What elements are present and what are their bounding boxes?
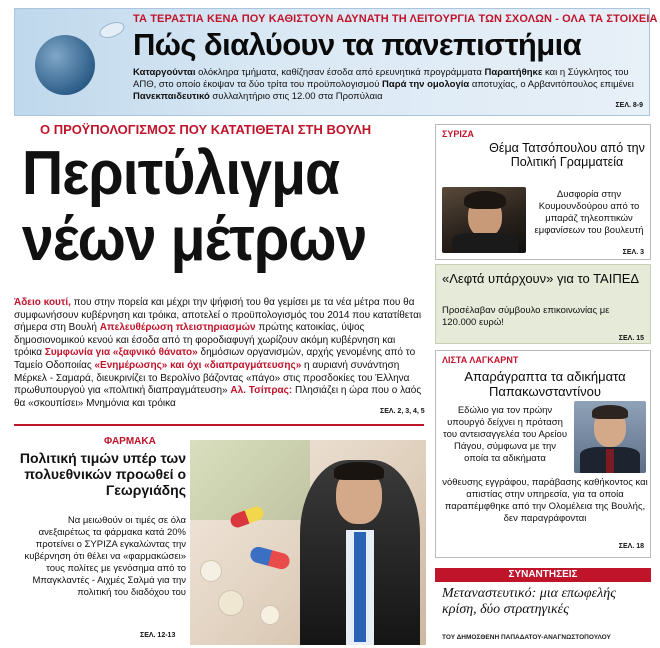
banner-bold-3: Παρά την ομολογία [382,79,470,90]
lead-text-5: Πλησιάζει η ώρα που ο λαός θα «σκουπίσει» Μνημόνια και τρόικα [14,385,422,409]
universities-banner[interactable] [14,8,658,116]
lead-highlight-1: Άδειο κουτί, [14,297,71,308]
banner-bold-2: Παραιτήθηκε [484,67,543,78]
banner-kicker: ΤΑ ΤΕΡΑΣΤΙΑ ΚΕΝΑ ΠΟΥ ΚΑΘΙΣΤΟΥΝ ΑΔΥΝΑΤΗ ΤΗ ΛΕΙΤΟΥΡΓΙΑ ΤΩΝ ΣΧΟΛΩΝ - ΟΛΑ ΤΑ ΣΤΟΙΧΕΙΑ [133,13,658,25]
lead-kicker: Ο ΠΡΟΫΠΟΛΟΓΙΣΜΟΣ ΠΟΥ ΚΑΤΑΤΙΘΕΤΑΙ ΣΤΗ ΒΟΥΛΗ [40,122,372,137]
lead-text-3: δημόσιων οργανισμών, αρχής γενομένης από το Ταμείο Οδοποιίας [14,347,416,371]
tie-shape [606,449,614,473]
hair-shape-2 [592,405,628,419]
box3-headline[interactable]: Απαράγραπτα τα αδικήματα Παπακωνσταντίνου [464,369,626,399]
hair-shape [464,191,506,209]
box2-text: Προσέλαβαν σύμβουλο επικοινωνίας με 120.000 ευρώ! [442,305,610,328]
taiped-story[interactable] [435,264,651,344]
lead-highlight-5: Αλ. Τσίπρας: [230,385,293,397]
lead-text-1: που στην πορεία και μέχρι την ψήφισή του θα γεμίσει με τα νέα μέτρα που θα συμφωνήσουν κυβέρνηση και τρόικα, αποτελεί ο προϋπολογισμός του 2014 που κατατίθεται σήμερα στη Βουλή [14,297,422,334]
pharma-headline[interactable]: Πολιτική τιμών υπέρ των πολυεθνικών προωθεί ο Γεωργιάδης [19,450,186,498]
opinion-author: ΤΟΥ ΔΗΜΟΣΘΕΝΗ ΠΑΠΑΔΑΤΟΥ-ΑΝΑΓΝΩΣΤΟΠΟΥΛΟΥ [442,634,611,641]
person-body [300,460,420,645]
hair-shape-3 [334,462,384,480]
box3-page-ref: ΣΕΛ. 18 [618,543,644,550]
cap-illustration [97,19,126,41]
box2-headline[interactable]: «Λεφτά υπάρχουν» για το ΤΑΙΠΕΔ [442,271,640,286]
pharma-text: Να μειωθούν οι τιμές σε όλα ανεξαιρέτως τα φάρμακα κατά 20% προτείνει ο ΣΥΡΙΖΑ εγκαλώντας την κυβέρνηση ότι θέλει να «φαρμακώσει» τους πολίτες με γενόσημα από το Μπαγκλαντές - Αιχμές Σαλμά για την πολιτική του διαδόχου του [24,515,186,598]
lead-headline-line2[interactable]: νέων μέτρων [22,205,367,274]
section-divider [14,424,424,426]
banner-text-3: αποτυχίας, ο Αρβανιτόπουλος επιμένει [469,79,634,90]
box1-page-ref: ΣΕΛ. 3 [622,249,644,256]
lead-page-ref: ΣΕΛ. 2, 3, 4, 5 [380,408,425,415]
opinion-section-label: ΣΥΝΑΝΤΗΣΕΙΣ [508,569,578,580]
globe-illustration [35,35,95,95]
banner-page-ref: ΣΕΛ. 8-9 [615,102,643,109]
lead-highlight-4: «Ενημέρωσης» και όχι «διαπραγμάτευσης» [94,359,302,371]
lead-highlight-3: Συμφωνία για «ξαφνικό θάνατο» [44,347,198,359]
box1-kicker: ΣΥΡΙΖΑ [442,129,474,139]
tie-shape-3 [354,532,366,642]
tatsopoulos-story[interactable] [435,124,651,260]
lead-body [14,297,424,410]
opinion-headline[interactable]: Μεταναστευτικό: μια επωφελής κρίση, δύο στρατηγικές [442,586,616,617]
papakonstantinou-photo [574,401,646,473]
banner-text-1: ολόκληρα τμήματα, καθίζησαν έσοδα από ερευνητικά προγράμματα [195,67,485,78]
lead-highlight-2: Απελευθέρωση πλειστηριασμών [99,322,256,334]
pill-2 [218,590,244,616]
capsule-2 [249,545,292,571]
lagarde-list-story[interactable] [435,350,651,558]
pharma-kicker: ΦΑΡΜΑΚΑ [104,436,156,447]
banner-headline[interactable]: Πώς διαλύουν τα πανεπιστήμια [133,27,582,62]
lead-text-2: πρώτης κατοικίας, ύψος δημοσιονομικού κενού και έσοδα από τη φοροδιαφυγή χωρίζουν ακόμη κυβέρνηση και τρόικα [14,322,396,359]
box2-page-ref: ΣΕΛ. 15 [618,335,644,342]
banner-summary [133,67,643,103]
banner-text-2: και η Σύγκλητος του ΑΠΘ, στο οποίο έκοψαν τα δύο τρίτα του προϋπολογισμού [133,67,629,90]
box3-text-wide: νόθευσης εγγράφου, παράβασης καθήκοντος και απιστίας στην υπηρεσία, για τα οποία παραπέμφθηκε από την Ολομέλεια της Βουλής, δεν παραγράφονται [442,477,648,524]
box3-kicker: ΛΙΣΤΑ ΛΑΓΚΑΡΝΤ [442,355,519,365]
pills-and-georgiadis-photo [190,440,426,645]
banner-bold-4: Πανεκπαιδευτικό [133,91,210,102]
banner-text-4: συλλαλητήριο στις 12.00 στα Προπύλαια [209,91,383,102]
box3-text-narrow: Εδώλιο για τον πρώην υπουργό δείχνει η πρόταση του αντεισαγγελέα του Αρείου Πάγου, σύμφωνα με την οποία τα αδικήματα [442,405,568,464]
lead-headline-line1[interactable]: Περιτύλιγμα [22,139,340,208]
pill-3 [260,605,280,625]
pharma-page-ref: ΣΕΛ. 12-13 [140,632,176,639]
box1-text: Δυσφορία στην Κουμουνδούρου από το μπαράζ τηλεοπτικών εμφανίσεων του βουλευτή [534,189,644,236]
opinion-section-bar [435,568,651,582]
box1-headline[interactable]: Θέμα Τατσόπουλου από την Πολιτική Γραμματεία [489,141,645,169]
banner-bold-1: Καταργούνται [133,67,196,78]
shirt-shape [452,233,518,253]
pill-1 [200,560,222,582]
tatsopoulos-photo [442,187,526,253]
lead-text-4: η αυριανή συνάντηση Μέρκελ - Σαμαρά, διευκρινίζει το Βερολίνο βάζοντας «πάγο» στις προσδοκίες του Έλληνα πρωθυπουργού για «πολιτική διαπραγμάτευση» [14,359,410,397]
